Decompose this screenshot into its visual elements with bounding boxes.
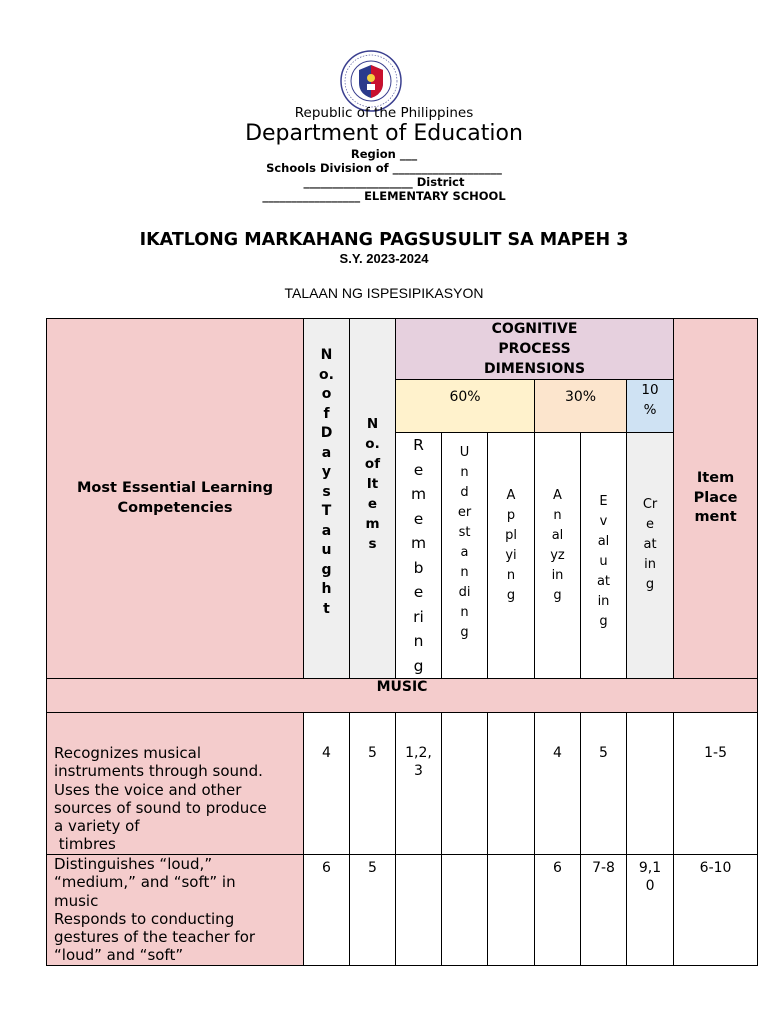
days-taught-label-part: T [321,503,332,519]
item-placement-label-part: Place [693,489,738,506]
creating-label-part: e [646,517,655,532]
items-count-label-part: N [366,416,379,432]
days-taught-label-part: a [321,522,332,539]
percent-10-label-part: 10 [641,382,659,398]
cognitive-dimensions-header: COGNITIVE PROCESS DIMENSIONS [396,319,674,380]
creating-header [627,433,674,679]
days-taught-label-part: o [321,386,332,402]
items-cell: 5 [350,713,396,855]
understanding-label-part: n [460,605,469,620]
items-count-label-part: It [366,476,379,492]
analyzing-label-part: in [551,568,564,583]
days-taught-label-part: N [320,347,333,363]
understanding-cell [442,713,488,855]
understanding-label-part: st [458,525,471,540]
remembering-value-line: 1,2, [405,745,432,761]
creating-label-part: Cr [642,497,658,512]
days-cell: 6 [304,855,350,966]
percent-30-cell: 30% [535,380,627,433]
analyzing-label-part: A [553,488,562,503]
analyzing-label-part: n [553,508,562,523]
remembering-cell [396,855,442,966]
remembering-cell [396,713,442,855]
understanding-label-part: d [460,485,469,500]
competency-line: Recognizes musical [54,744,201,762]
analyzing-label-part: g [553,588,562,603]
applying-header [488,433,535,679]
creating-value-line: 0 [645,878,655,894]
analyzing-cell: 6 [535,855,581,966]
days-taught-label-part: u [321,542,332,558]
days-taught-label-part: o. [319,366,334,383]
table-row [47,713,758,855]
understanding-label-part: er [457,505,472,520]
understanding-label-part: n [460,465,469,480]
items-count-label-part: e [367,496,378,512]
days-taught-label-part: t [323,600,330,617]
understanding-label-part: n [460,565,469,580]
section-music: MUSIC [47,679,758,713]
creating-value-line: 9,1 [638,860,662,876]
understanding-label-part: di [458,585,471,600]
understanding-label-part: U [459,445,470,460]
competency-line: timbres [54,835,116,854]
competency-line: Responds to conducting [54,909,235,928]
days-taught-label-part: h [321,581,332,597]
competencies-header: Most Essential Learning Competencies [47,319,304,679]
evaluating-cell: 7-8 [581,855,627,966]
items-count-header [350,319,396,679]
competency-line: “medium,” and “soft” in [54,873,236,892]
applying-cell [488,855,535,966]
republic-line: Republic of the Philippines [294,105,474,121]
items-count-label-part: of [364,456,381,472]
applying-label-part: yi [505,548,517,563]
creating-label-part: g [645,577,655,592]
days-cell: 4 [304,713,350,855]
remembering-value-line: 3 [414,763,423,779]
items-count-label-part: m [365,516,380,532]
applying-label-part: n [506,568,516,583]
remembering-label-part: e [413,460,424,479]
remembering-label-part: n [413,632,424,650]
competency-line: gestures of the teacher for [54,928,256,947]
evaluating-label-part: E [599,494,608,509]
analyzing-label-part: yz [550,548,565,563]
competency-line: music [54,891,99,910]
deped-seal-logo [340,50,402,112]
days-taught-label-part: f [323,405,330,422]
items-cell: 5 [350,855,396,966]
creating-label-part: in [644,557,656,572]
evaluating-label-part: v [599,514,608,529]
applying-label-part: A [506,488,516,503]
remembering-label-part: m [410,534,427,552]
days-taught-label-part: g [321,561,332,578]
region-line: Region ___ [350,147,418,161]
item-placement-header [674,319,758,679]
competency-cell [47,855,304,966]
days-taught-label-part: s [322,483,331,500]
evaluating-label-part: g [599,614,608,629]
table-of-specification-title: TALAAN NG ISPESIPIKASYON [284,285,484,301]
creating-cell [627,713,674,855]
exam-title: IKATLONG MARKAHANG PAGSUSULIT SA MAPEH 3 [139,230,629,250]
applying-label-part: pl [505,528,517,543]
evaluating-header [581,433,627,679]
remembering-label-part: e [413,509,424,528]
days-taught-label-part: a [321,444,332,461]
days-taught-header [304,319,350,679]
division-line: Schools Division of ___________________ [266,161,502,175]
evaluating-label-part: in [597,594,610,609]
applying-cell [488,713,535,855]
competency-line: Uses the voice and other [54,780,242,799]
understanding-header [442,433,488,679]
remembering-header [396,433,442,679]
item-placement-label-part: Item [696,470,735,487]
items-count-label-part: s [368,536,377,552]
percent-10-label-part: % [643,402,657,418]
percent-10-cell [627,380,674,433]
school-line: _________________ ELEMENTARY SCHOOL [262,189,506,203]
specification-table [46,318,758,966]
applying-label-part: g [506,588,516,603]
creating-label-part: at [643,537,657,552]
understanding-label-part: a [460,545,469,560]
applying-label-part: p [506,508,516,523]
items-count-label-part: o. [365,436,380,452]
competency-line: sources of sound to produce [54,798,267,817]
placement-cell: 1-5 [674,713,758,855]
analyzing-cell: 4 [535,713,581,855]
school-year: S.Y. 2023-2024 [339,251,429,266]
competency-line: instruments through sound. [54,762,263,781]
evaluating-label-part: at [596,574,611,589]
creating-cell [627,855,674,966]
competency-cell [47,713,304,855]
table-row [47,855,758,966]
district-line: ___________________ District [303,175,465,189]
understanding-cell [442,855,488,966]
competency-line: Distinguishes “loud,” [54,855,213,873]
evaluating-cell: 5 [581,713,627,855]
remembering-label-part: e [413,583,424,601]
evaluating-label-part: u [599,554,608,569]
percent-60-cell: 60% [396,380,535,433]
department-name: Department of Education [245,121,523,146]
remembering-label-part: g [413,656,424,675]
remembering-label-part: R [413,436,424,454]
item-placement-label-part: ment [694,509,737,526]
analyzing-header [535,433,581,679]
competency-line: a variety of [54,817,140,836]
days-taught-label-part: D [320,425,333,441]
days-taught-label-part: y [321,464,332,480]
analyzing-label-part: al [551,528,564,543]
remembering-label-part: ri [413,607,424,626]
understanding-label-part: g [460,625,469,640]
remembering-label-part: b [413,558,424,577]
competency-line: “loud” and “soft” [54,946,184,965]
placement-cell: 6-10 [674,855,758,966]
evaluating-label-part: al [597,534,610,549]
remembering-label-part: m [410,485,427,503]
